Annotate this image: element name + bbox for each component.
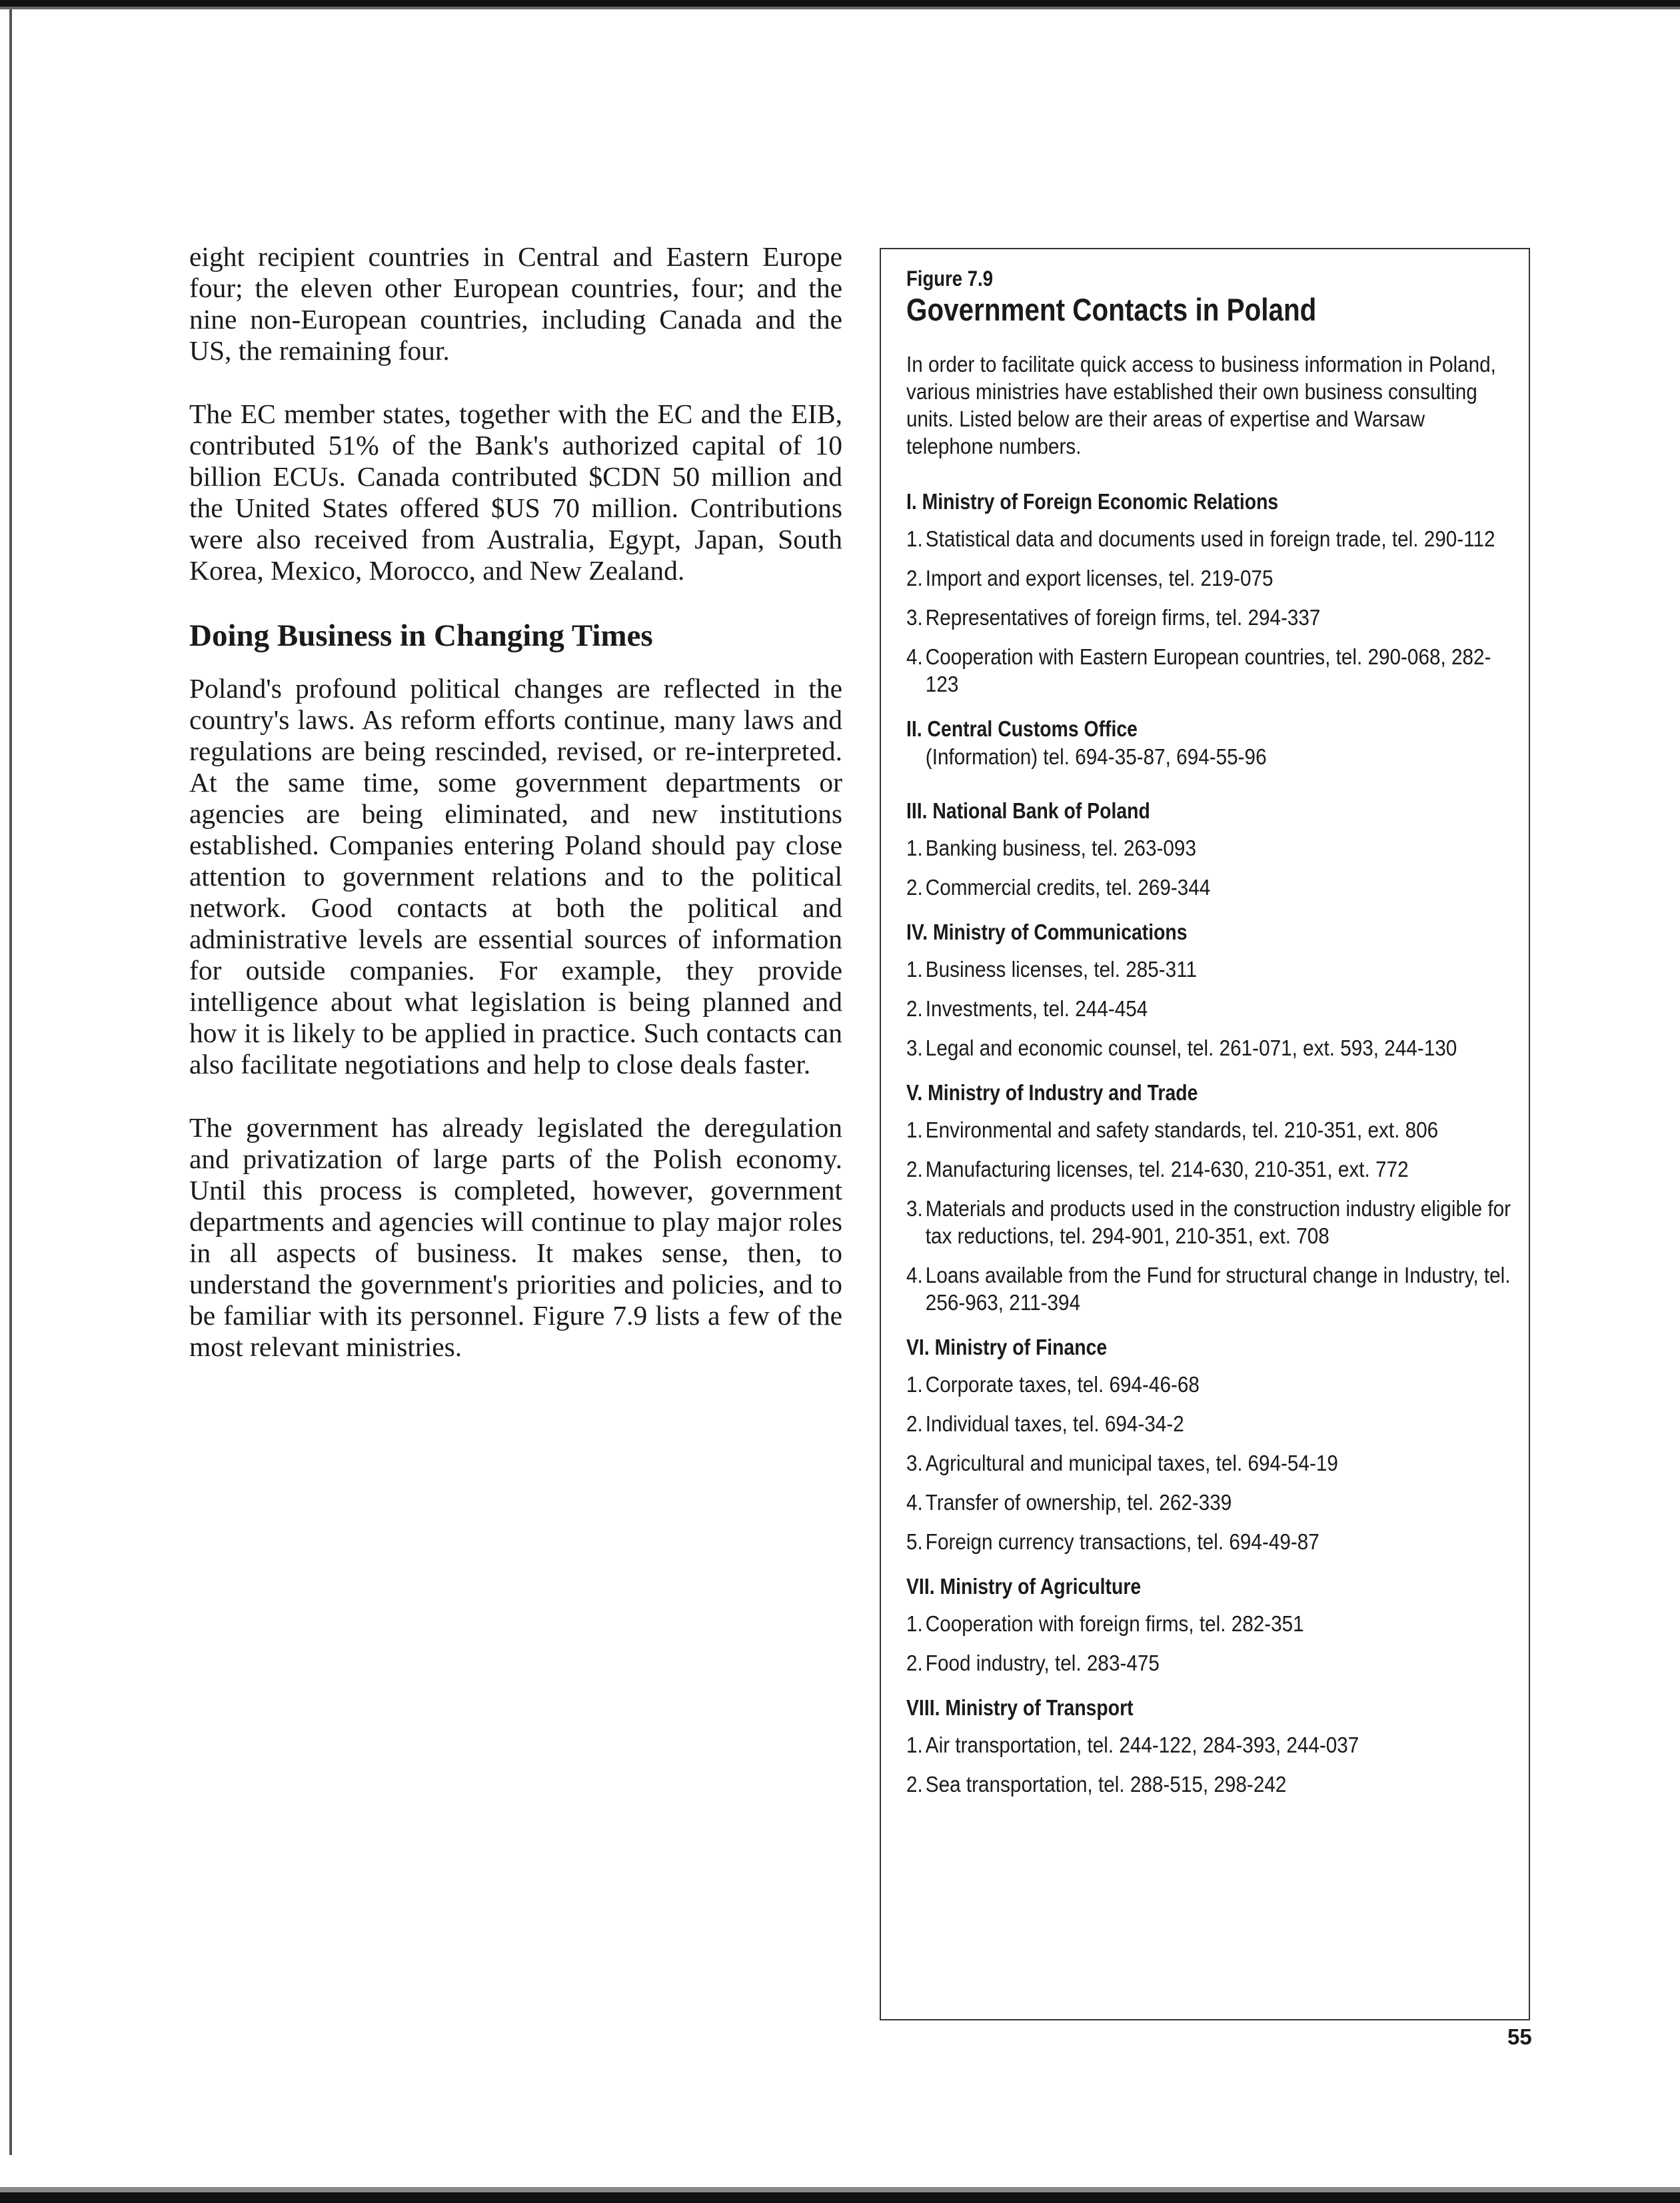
contact-item-text: Individual taxes, tel. 694-34-2 [925,1411,1184,1436]
contact-item [906,1528,1518,1555]
contact-item [906,525,1518,552]
ministry-title: IV. Ministry of Communications [906,920,1188,944]
ministry-section [906,1573,1519,1677]
body-paragraph: eight recipient countries in Central and Eastern Europe four; the eleven other European countries, four; and the nine non-European countries, including Canada and the US, the remaining four. [189,241,842,366]
scan-border-left [9,9,12,2155]
scan-border-bottom-edge [0,2187,1680,2192]
contact-item-number: 1. [906,1733,923,1757]
contact-item [906,1489,1518,1516]
section-heading: Doing Business in Changing Times [189,618,653,653]
contact-item-number: 3. [906,1036,923,1060]
figure-title: Government Contacts in Poland [906,292,1317,327]
ministry-section [906,488,1519,698]
contact-item-text: Transfer of ownership, tel. 262-339 [925,1490,1232,1515]
body-text-column [189,241,842,1395]
contact-item-number: 4. [906,1490,923,1515]
contact-item-number: 2. [906,1157,923,1181]
contact-item [906,1116,1518,1143]
contact-item [906,1034,1518,1062]
contact-item-text: Environmental and safety standards, tel. 210-351, ext. 806 [925,1117,1439,1142]
contact-item [906,1261,1518,1316]
ministry-title: II. Central Customs Office [906,716,1138,741]
contact-item [906,1610,1518,1637]
ministry-title: VII. Ministry of Agriculture [906,1574,1142,1599]
contact-item [906,1649,1518,1677]
ministry-section [906,918,1519,1062]
ministry-section [906,1694,1519,1798]
contact-item-text: Import and export licenses, tel. 219-075 [925,566,1273,590]
contact-item-number: 1. [906,836,923,860]
contact-item-text: Representatives of foreign firms, tel. 294-337 [925,605,1321,630]
contact-item-number: 1. [906,526,923,551]
contact-item-text: Cooperation with foreign firms, tel. 282-351 [925,1611,1304,1636]
contact-item-text: Loans available from the Fund for structural change in Industry, tel. 256-963, 211-394 [925,1263,1511,1315]
contact-item [906,1195,1518,1249]
figure-box [880,248,1530,2020]
contact-item-number: 3. [906,605,923,630]
scan-border-top-edge [0,7,1680,9]
contact-item-text: Corporate taxes, tel. 694-46-68 [925,1372,1200,1397]
contact-item-number: 5. [906,1529,923,1554]
contact-item-number: 4. [906,644,923,669]
paragraphs-before [189,241,842,586]
contact-item [906,1731,1518,1759]
contact-item-number: 1. [906,1611,923,1636]
figure-label: Figure 7.9 [906,267,993,291]
contact-item-text: Materials and products used in the construction industry eligible for tax reductions, tel. 294-901, 210-351, ext. 708 [925,1196,1511,1248]
contact-item-text: Banking business, tel. 263-093 [925,836,1196,860]
page-number: 55 [1507,2024,1532,2049]
contact-item-number: 3. [906,1196,923,1221]
contact-item-text: Air transportation, tel. 244-122, 284-393, 244-037 [925,1733,1359,1757]
contact-item-text: Foreign currency transactions, tel. 694-49-87 [925,1529,1319,1554]
ministry-title: I. Ministry of Foreign Economic Relations [906,489,1279,514]
figure-intro: In order to facilitate quick access to business information in Poland, various ministries have established their own business consulting units. Listed below are their areas of expertise and Warsaw telephone numbers. [906,352,1496,458]
contact-item-number: 2. [906,566,923,590]
ministry-section [906,1333,1519,1555]
contact-item-text: Legal and economic counsel, tel. 261-071, ext. 593, 244-130 [925,1036,1457,1060]
contact-item-text: Sea transportation, tel. 288-515, 298-242 [925,1772,1287,1797]
scan-border-top [0,0,1680,7]
contact-item-number: 2. [906,1651,923,1675]
contact-item-text: Cooperation with Eastern European countries, tel. 290-068, 282-123 [925,644,1491,696]
scan-border-bottom [0,2192,1680,2203]
contact-item [906,995,1518,1022]
contact-item [906,1410,1518,1437]
ministry-note: (Information) tel. 694-35-87, 694-55-96 [925,744,1267,769]
contact-item-number: 2. [906,996,923,1021]
contact-item-number: 2. [906,1772,923,1797]
contact-item-text: Manufacturing licenses, tel. 214-630, 210-351, ext. 772 [925,1157,1409,1181]
contact-item [906,604,1518,631]
figure-content [906,265,1519,1815]
contact-item-text: Business licenses, tel. 285-311 [925,957,1198,982]
contact-item [906,643,1518,698]
ministry-title: VI. Ministry of Finance [906,1335,1108,1359]
ministry-title: V. Ministry of Industry and Trade [906,1080,1198,1105]
contact-item-number: 1. [906,957,923,982]
contact-item-text: Statistical data and documents used in foreign trade, tel. 290-112 [925,526,1495,551]
contact-item-text: Agricultural and municipal taxes, tel. 694-54-19 [925,1451,1338,1475]
contact-item [906,1771,1518,1798]
contact-item-number: 2. [906,1411,923,1436]
contact-item-number: 1. [906,1117,923,1142]
body-paragraph: Poland's profound political changes are reflected in the country's laws. As reform efforts continue, many laws and regulations are being rescinded, revised, or re-interpreted. At the same time, some government departments or agencies are being eliminated, and new institutions established. Companies entering Poland should pay close attention to government relations and to the political network. Good contacts at both the political and administrative levels are essential sources of information for outside companies. For example, they provide intelligence about what legislation is being planned and how it is likely to be applied in practice. Such contacts can also facilitate negotiations and help to close deals faster. [189,673,842,1080]
ministry-title: III. National Bank of Poland [906,798,1150,823]
ministry-sections [906,488,1519,1798]
contact-item-text: Commercial credits, tel. 269-344 [925,875,1211,900]
contact-item [906,1155,1518,1183]
ministry-title: VIII. Ministry of Transport [906,1695,1134,1720]
contact-item-number: 2. [906,875,923,900]
contact-item [906,956,1518,983]
contact-item-text: Food industry, tel. 283-475 [925,1651,1160,1675]
body-paragraph: The EC member states, together with the EC and the EIB, contributed 51% of the Bank's authorized capital of 10 billion ECUs. Canada contributed $CDN 50 million and the United States offered $US 70 million. Contributions were also received from Australia, Egypt, Japan, South Korea, Mexico, Morocco, and New Zealand. [189,398,842,586]
contact-item-number: 3. [906,1451,923,1475]
contact-item-number: 1. [906,1372,923,1397]
ministry-section [906,1079,1519,1316]
contact-item-text: Investments, tel. 244-454 [925,996,1148,1021]
contact-item [906,834,1518,862]
body-paragraph: The government has already legislated the deregulation and privatization of large parts of the Polish economy. Until this process is completed, however, government departments and agencies will continue to play major roles in all aspects of business. It makes sense, then, to understand the government's priorities and policies, and to be familiar with its personnel. Figure 7.9 lists a few of the most relevant ministries. [189,1112,842,1362]
contact-item [906,874,1518,901]
ministry-section [906,797,1519,901]
contact-item [906,1371,1518,1398]
contact-item-number: 4. [906,1263,923,1287]
ministry-section [906,715,1519,770]
paragraphs-after [189,673,842,1363]
contact-item [906,564,1518,592]
contact-item [906,1449,1518,1477]
